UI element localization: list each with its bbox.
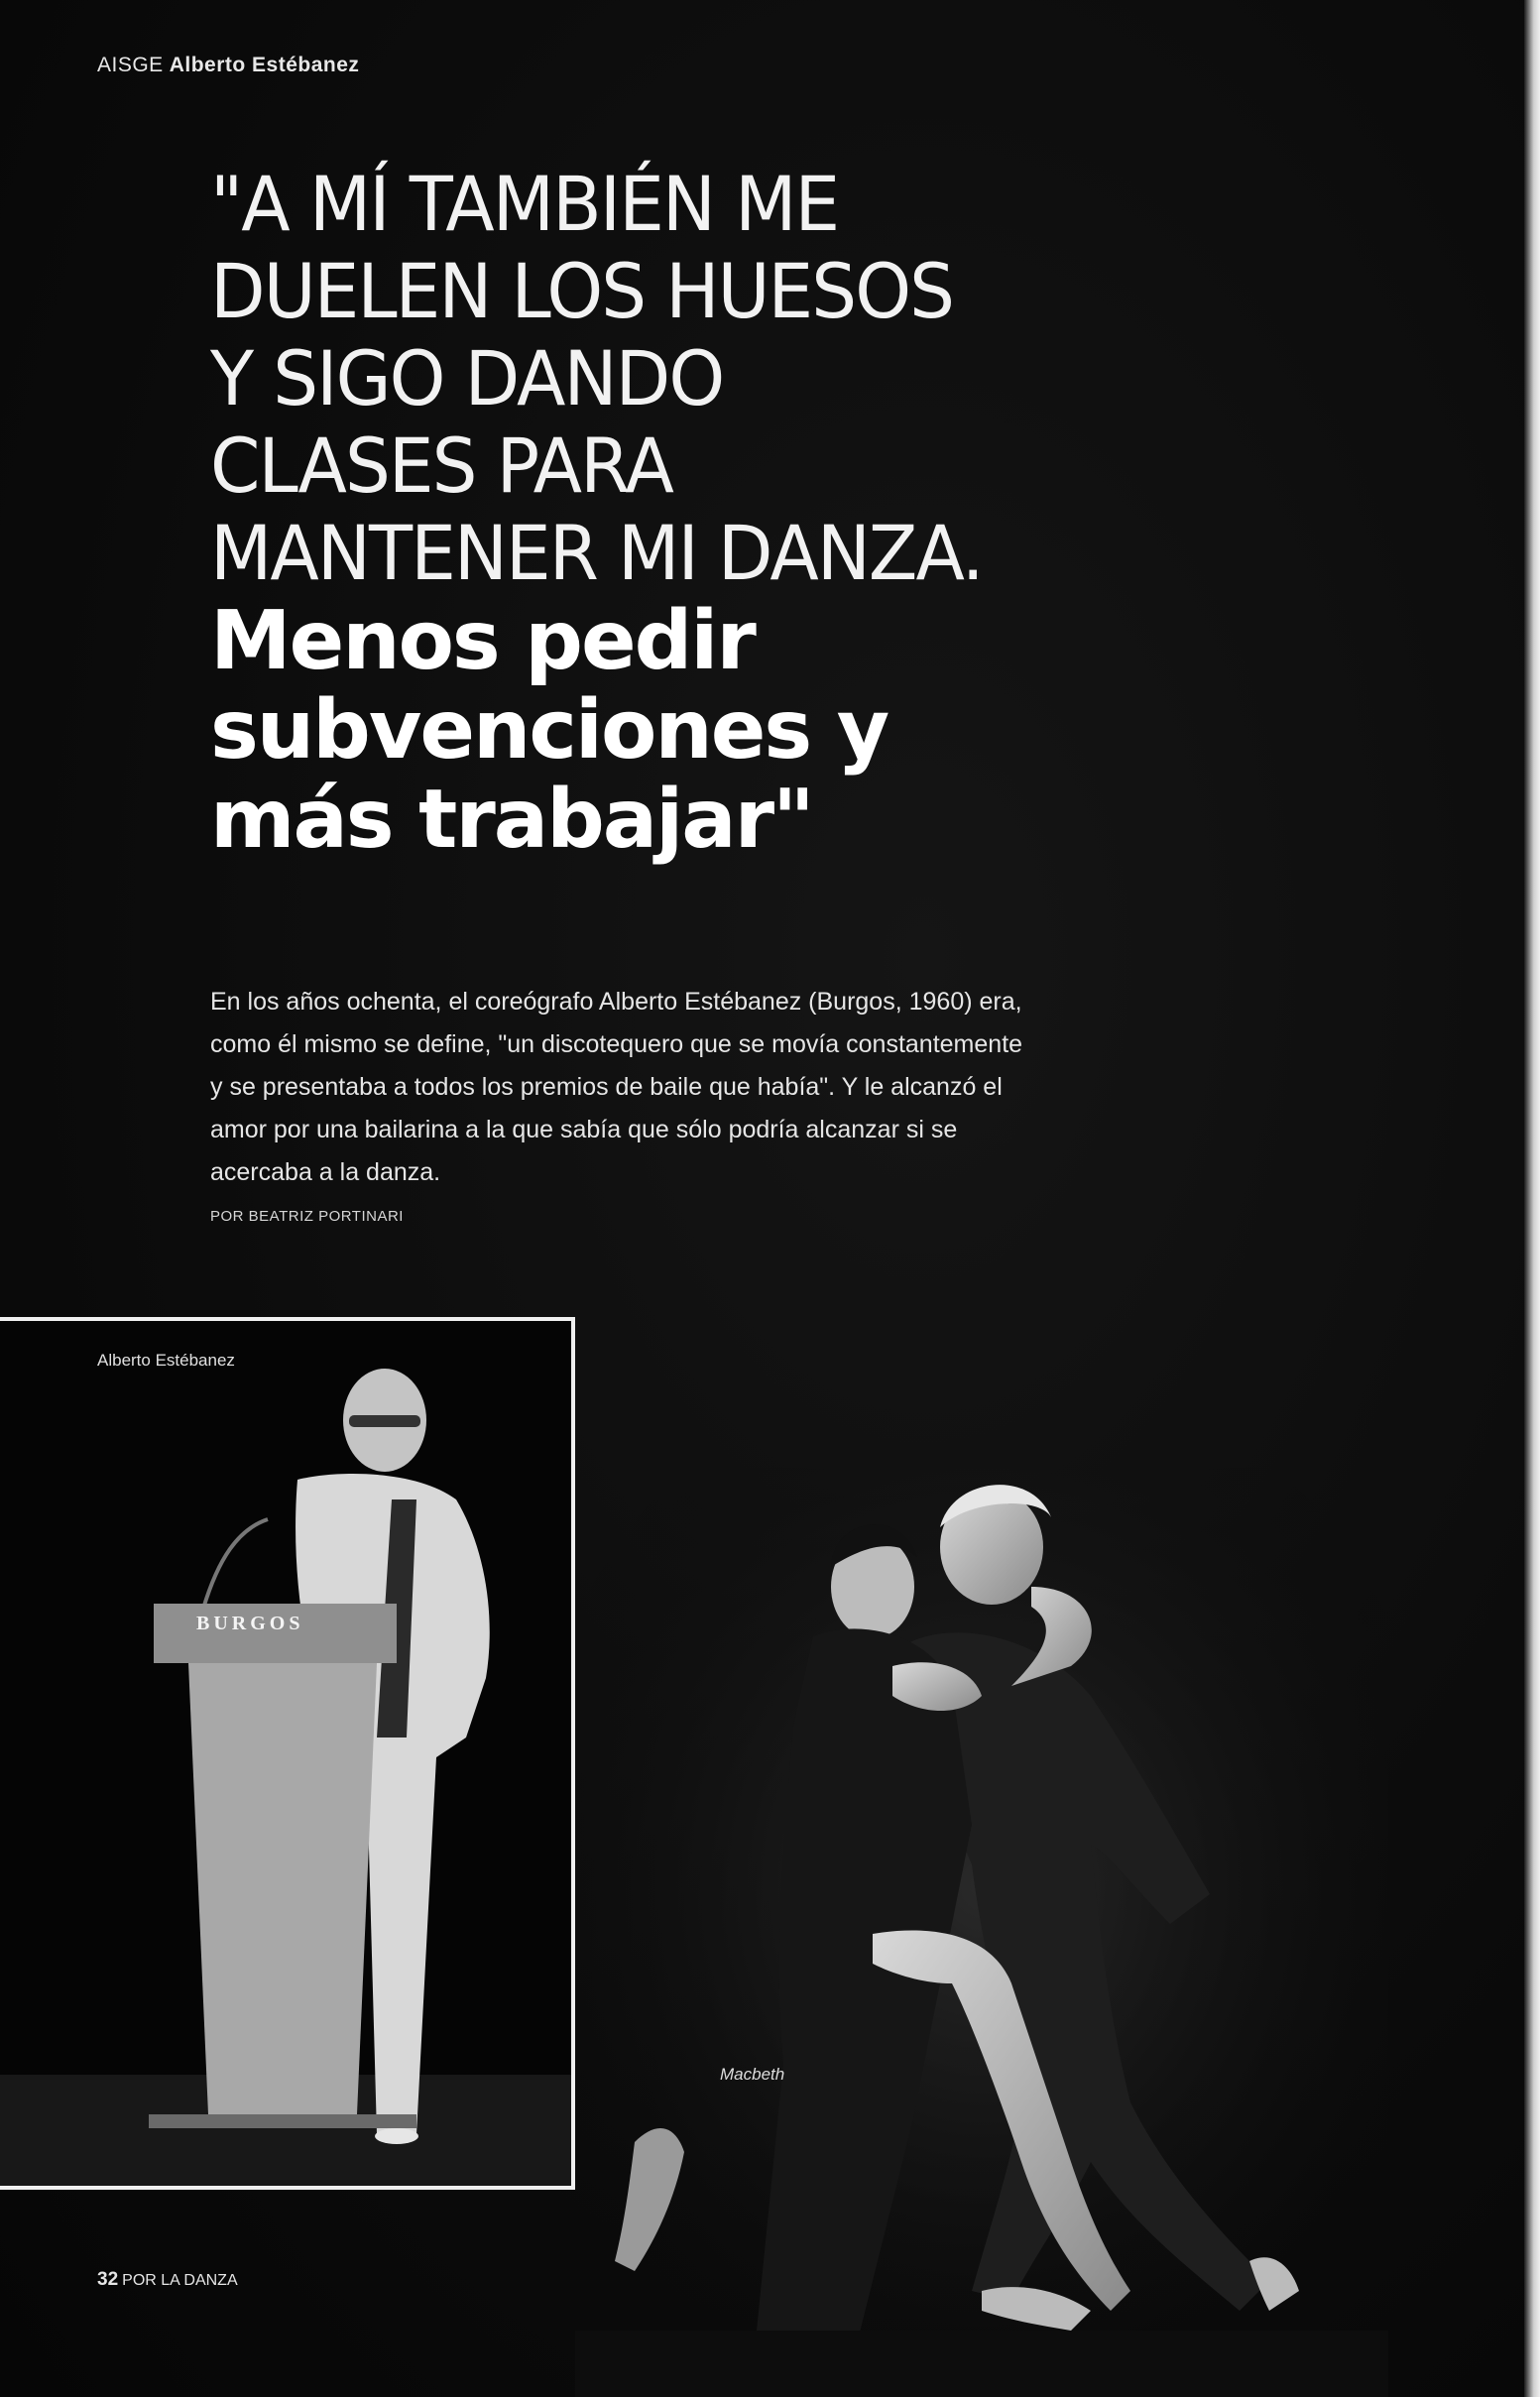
intro-paragraph: En los años ochenta, el coreógrafo Alberto Estébanez (Burgos, 1960) era, como él mismo se define, "un discotequero que se movía constantemente y se presentaba a todos los premios de baile que había". Y le alcanzó el amor por una bailarina a la que sabía que sólo podría alcanzar si se acercaba a la danza. bbox=[210, 988, 1023, 1186]
section-name: AISGE bbox=[97, 54, 164, 76]
headline-line-2: DUELEN LOS HUESOS bbox=[210, 247, 954, 335]
headline-line-3: Y SIGO DANDO bbox=[210, 334, 724, 422]
headline-bold-line-2: subvenciones y bbox=[210, 683, 888, 778]
main-photo-caption: Macbeth bbox=[720, 2065, 785, 2084]
podium-logo-text: BURGOS bbox=[196, 1613, 304, 1634]
headline-line-4: CLASES PARA bbox=[210, 421, 672, 510]
inset-photo-caption: Alberto Estébanez bbox=[97, 1351, 235, 1370]
page-number: 32 bbox=[97, 2269, 119, 2290]
headline bbox=[210, 161, 1202, 865]
headline-line-5: MANTENER MI DANZA. bbox=[210, 509, 983, 597]
headline-line-1: "A MÍ TAMBIÉN ME bbox=[210, 160, 839, 248]
footer-section: POR LA DANZA bbox=[122, 2272, 238, 2289]
inset-photo bbox=[0, 1317, 575, 2190]
page-spine-edge bbox=[1524, 0, 1540, 2397]
page-footer bbox=[97, 2269, 238, 2291]
section-subject: Alberto Estébanez bbox=[169, 54, 360, 76]
section-label bbox=[97, 54, 359, 77]
speaker-at-podium-image bbox=[0, 1321, 571, 2186]
dancers-photo bbox=[575, 1468, 1388, 2397]
headline-bold-line-3: más trabajar" bbox=[210, 773, 813, 867]
headline-bold-line-1: Menos pedir bbox=[210, 594, 755, 688]
byline: POR BEATRIZ PORTINARI bbox=[210, 1208, 404, 1225]
